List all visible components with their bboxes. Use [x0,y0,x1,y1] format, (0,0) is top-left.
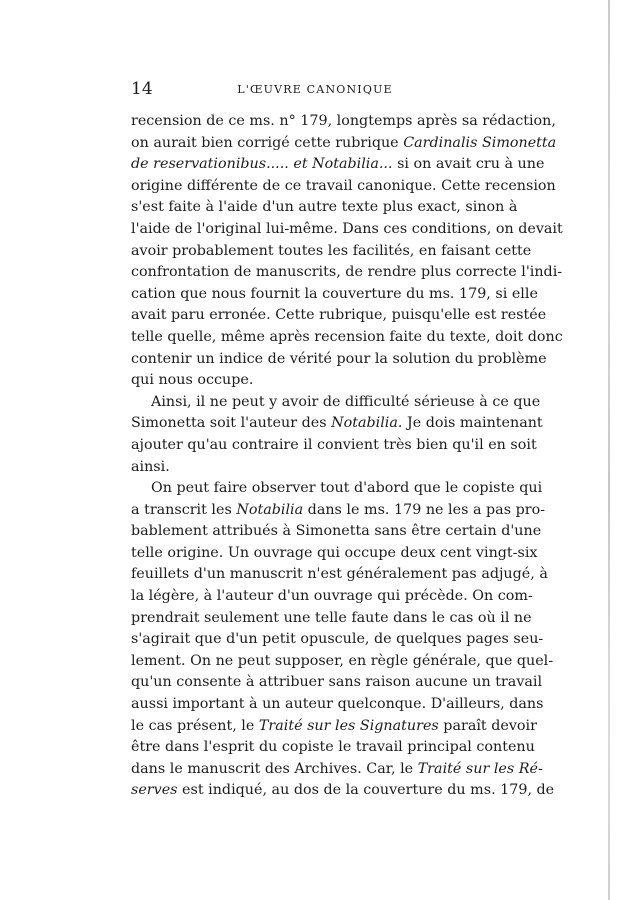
paragraph [131,392,543,478]
text-line [131,694,544,716]
text-run: Ainsi, il ne peut y avoir de difficulté sérieuse à ce que [151,393,541,410]
text-run: Simonetta soit l'auteur des [131,415,332,432]
text-run: origine différente de ce travail canonique. Cette recension [131,177,556,194]
text-run: on aurait bien corrigé cette rubrique [131,134,404,151]
text-line [131,349,547,371]
page-number: 14 [131,79,153,99]
text-line [131,262,563,284]
text-line [131,284,538,306]
text-line [131,457,499,479]
text-line [131,392,541,414]
text-line [131,521,542,543]
text-line [131,241,532,263]
text-run: bablement attribués à Simonetta sans être certain d'une [131,523,542,540]
italic-text: de reservationibus..... et Notabilia... [131,156,393,173]
text-run: ainsi. [131,458,170,475]
text-run: s'est faite à l'aide d'un autre texte plus exact, sinon à [131,199,518,216]
italic-text: serves [131,782,178,799]
text-run: est indiqué, au dos de la couverture du ms. 179, de [177,782,555,799]
text-run: être dans l'esprit du copiste le travail principal contenu [131,739,535,756]
italic-text: Notabilia. [331,415,403,432]
page-header [131,78,499,100]
text-line [131,370,499,392]
text-run: la légère, à l'auteur d'un ouvrage qui précède. On com- [131,588,533,605]
text-line [131,672,543,694]
text-line [131,327,563,349]
text-line [131,543,538,565]
text-run: prendrait seulement une telle faute dans le cas où il ne [131,609,532,626]
text-line [131,759,543,781]
text-run: confrontation de manuscrits, de rendre plus correcte l'indi- [131,264,563,281]
body-text [131,111,563,802]
text-line [131,154,545,176]
text-line [131,651,554,673]
text-line [131,435,537,457]
text-line [131,737,535,759]
running-head: L'ŒUVRE CANONIQUE [237,83,393,96]
text-run: qu'un consente à attribuer sans raison aucune un travail [131,674,543,691]
text-run: avoir probablement toutes les facilités, en faisant cette [131,242,532,259]
text-run: aussi important à un auteur quelconque. D'ailleurs, dans [131,696,544,713]
text-line [131,608,532,630]
text-run: contenir un indice de vérité pour la solution du problème [131,350,547,367]
text-line [131,780,555,802]
italic-text: Traité sur les Signatures [258,717,439,734]
text-line [131,305,547,327]
paragraph [131,478,555,802]
text-run: recension de ce ms. n° 179, longtemps après sa rédaction, [131,113,556,129]
text-line [131,197,518,219]
text-line [131,111,556,133]
text-run: telle quelle, même après recension faite du texte, doit donc [131,328,563,345]
text-run: l'aide de l'original lui-même. Dans ces conditions, on devait [131,220,563,237]
text-line [131,586,533,608]
text-line [131,219,563,241]
italic-text: Notabilia [236,501,304,518]
text-run: le cas présent, le [131,717,259,734]
scan-edge-line [608,0,610,900]
text-run: si on avait cru à une [392,156,545,173]
text-run: feuillets d'un manuscrit n'est généralement pas adjugé, à [131,566,548,583]
text-run: dans le ms. 179 ne les a pas pro- [303,501,546,518]
text-run: avait paru erronée. Cette rubrique, puisqu'elle est restée [131,307,547,324]
text-run: lement. On ne peut supposer, en règle générale, que quel- [131,652,554,669]
italic-text: Cardinalis Simonetta [403,134,557,151]
text-line [131,629,544,651]
text-run: ajouter qu'au contraire il convient très bien qu'il en soit [131,436,537,453]
text-line [131,413,543,435]
text-run: telle origine. Un ouvrage qui occupe deux cent vingt-six [131,544,538,561]
text-line [131,716,537,738]
text-line [131,564,548,586]
text-run: On peut faire observer tout d'abord que le copiste qui [151,480,543,497]
text-run: Je dois maintenant [402,415,543,432]
text-line [131,500,546,522]
text-run: paraît devoir [438,717,537,734]
italic-text: Traité sur les Ré- [417,760,543,777]
text-run: dans le manuscrit des Archives. Car, le [131,760,418,777]
text-run: qui nous occupe. [131,372,254,389]
paragraph [131,111,563,392]
text-line [131,176,556,198]
text-line [131,478,543,500]
text-run: cation que nous fournit la couverture du ms. 179, si elle [131,285,538,302]
text-run: a transcrit les [131,501,237,518]
text-line [131,133,557,155]
text-run: s'agirait que d'un petit opuscule, de quelques pages seu- [131,631,544,648]
